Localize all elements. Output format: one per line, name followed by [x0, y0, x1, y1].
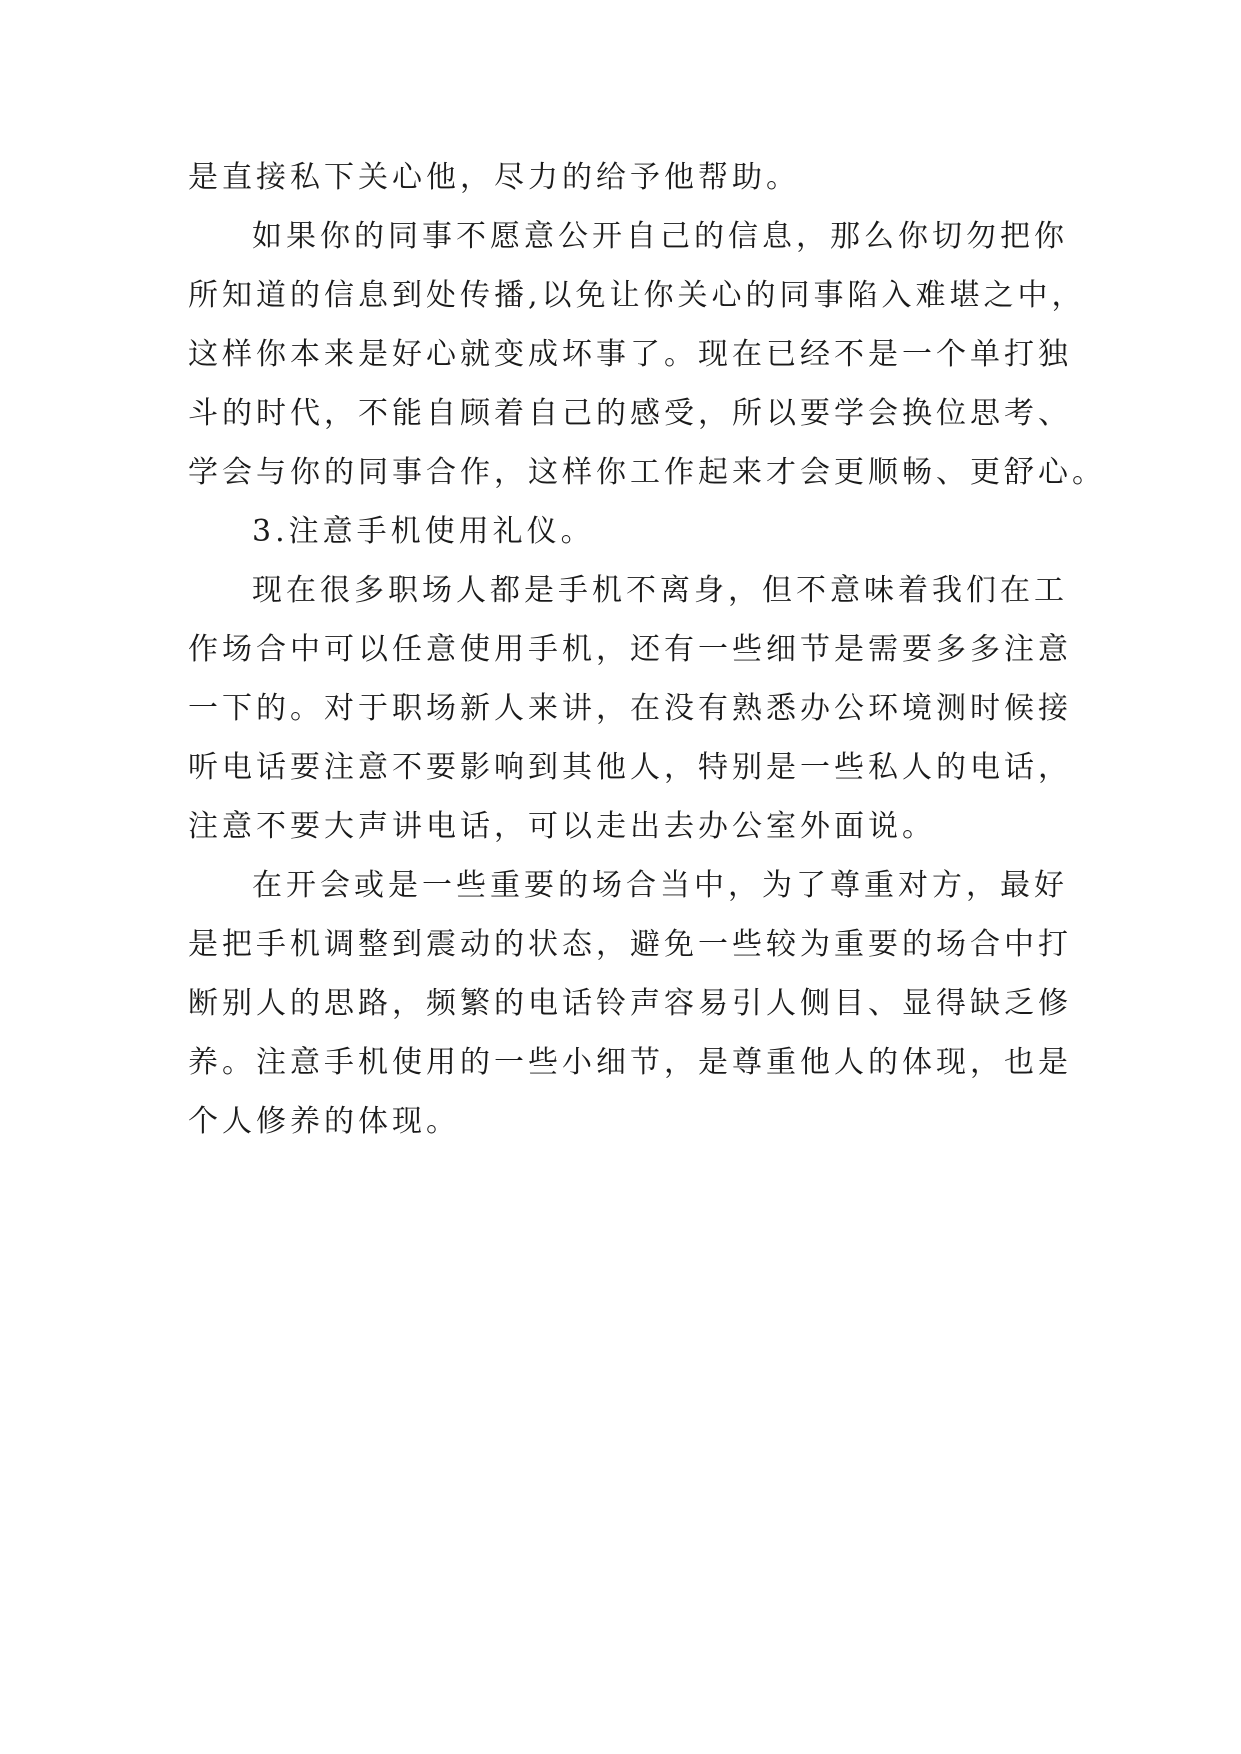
text-line: 断别人的思路，频繁的电话铃声容易引人侧目、显得缺乏修 [188, 986, 1072, 1021]
paragraph-start-line: 如果你的同事不愿意公开自己的信息，那么你切勿把你 [252, 219, 1068, 254]
text-line: 注意不要大声讲电话，可以走出去办公室外面说。 [188, 809, 936, 844]
paragraph-start-line: 现在很多职场人都是手机不离身，但不意味着我们在工 [252, 573, 1068, 608]
section-heading: 3.注意手机使用礼仪。 [252, 514, 595, 549]
text-line: 所知道的信息到处传播,以免让你关心的同事陷入难堪之中， [188, 278, 1086, 313]
text-line: 这样你本来是好心就变成坏事了。现在已经不是一个单打独 [188, 337, 1072, 372]
paragraph-start-line: 在开会或是一些重要的场合当中，为了尊重对方，最好 [252, 868, 1068, 903]
text-line: 是把手机调整到震动的状态，避免一些较为重要的场合中打 [188, 927, 1072, 962]
text-line: 学会与你的同事合作，这样你工作起来才会更顺畅、更舒心。 [188, 455, 1106, 490]
text-line: 个人修养的体现。 [188, 1104, 460, 1139]
text-line: 听电话要注意不要影响到其他人，特别是一些私人的电话， [188, 750, 1072, 785]
text-line: 斗的时代，不能自顾着自己的感受，所以要学会换位思考、 [188, 396, 1072, 431]
text-line: 是直接私下关心他，尽力的给予他帮助。 [188, 160, 800, 195]
text-line: 养。注意手机使用的一些小细节，是尊重他人的体现，也是 [188, 1045, 1072, 1080]
text-line: 作场合中可以任意使用手机，还有一些细节是需要多多注意 [188, 632, 1072, 667]
document-body [188, 148, 1106, 1151]
text-line: 一下的。对于职场新人来讲，在没有熟悉办公环境测时候接 [188, 691, 1072, 726]
